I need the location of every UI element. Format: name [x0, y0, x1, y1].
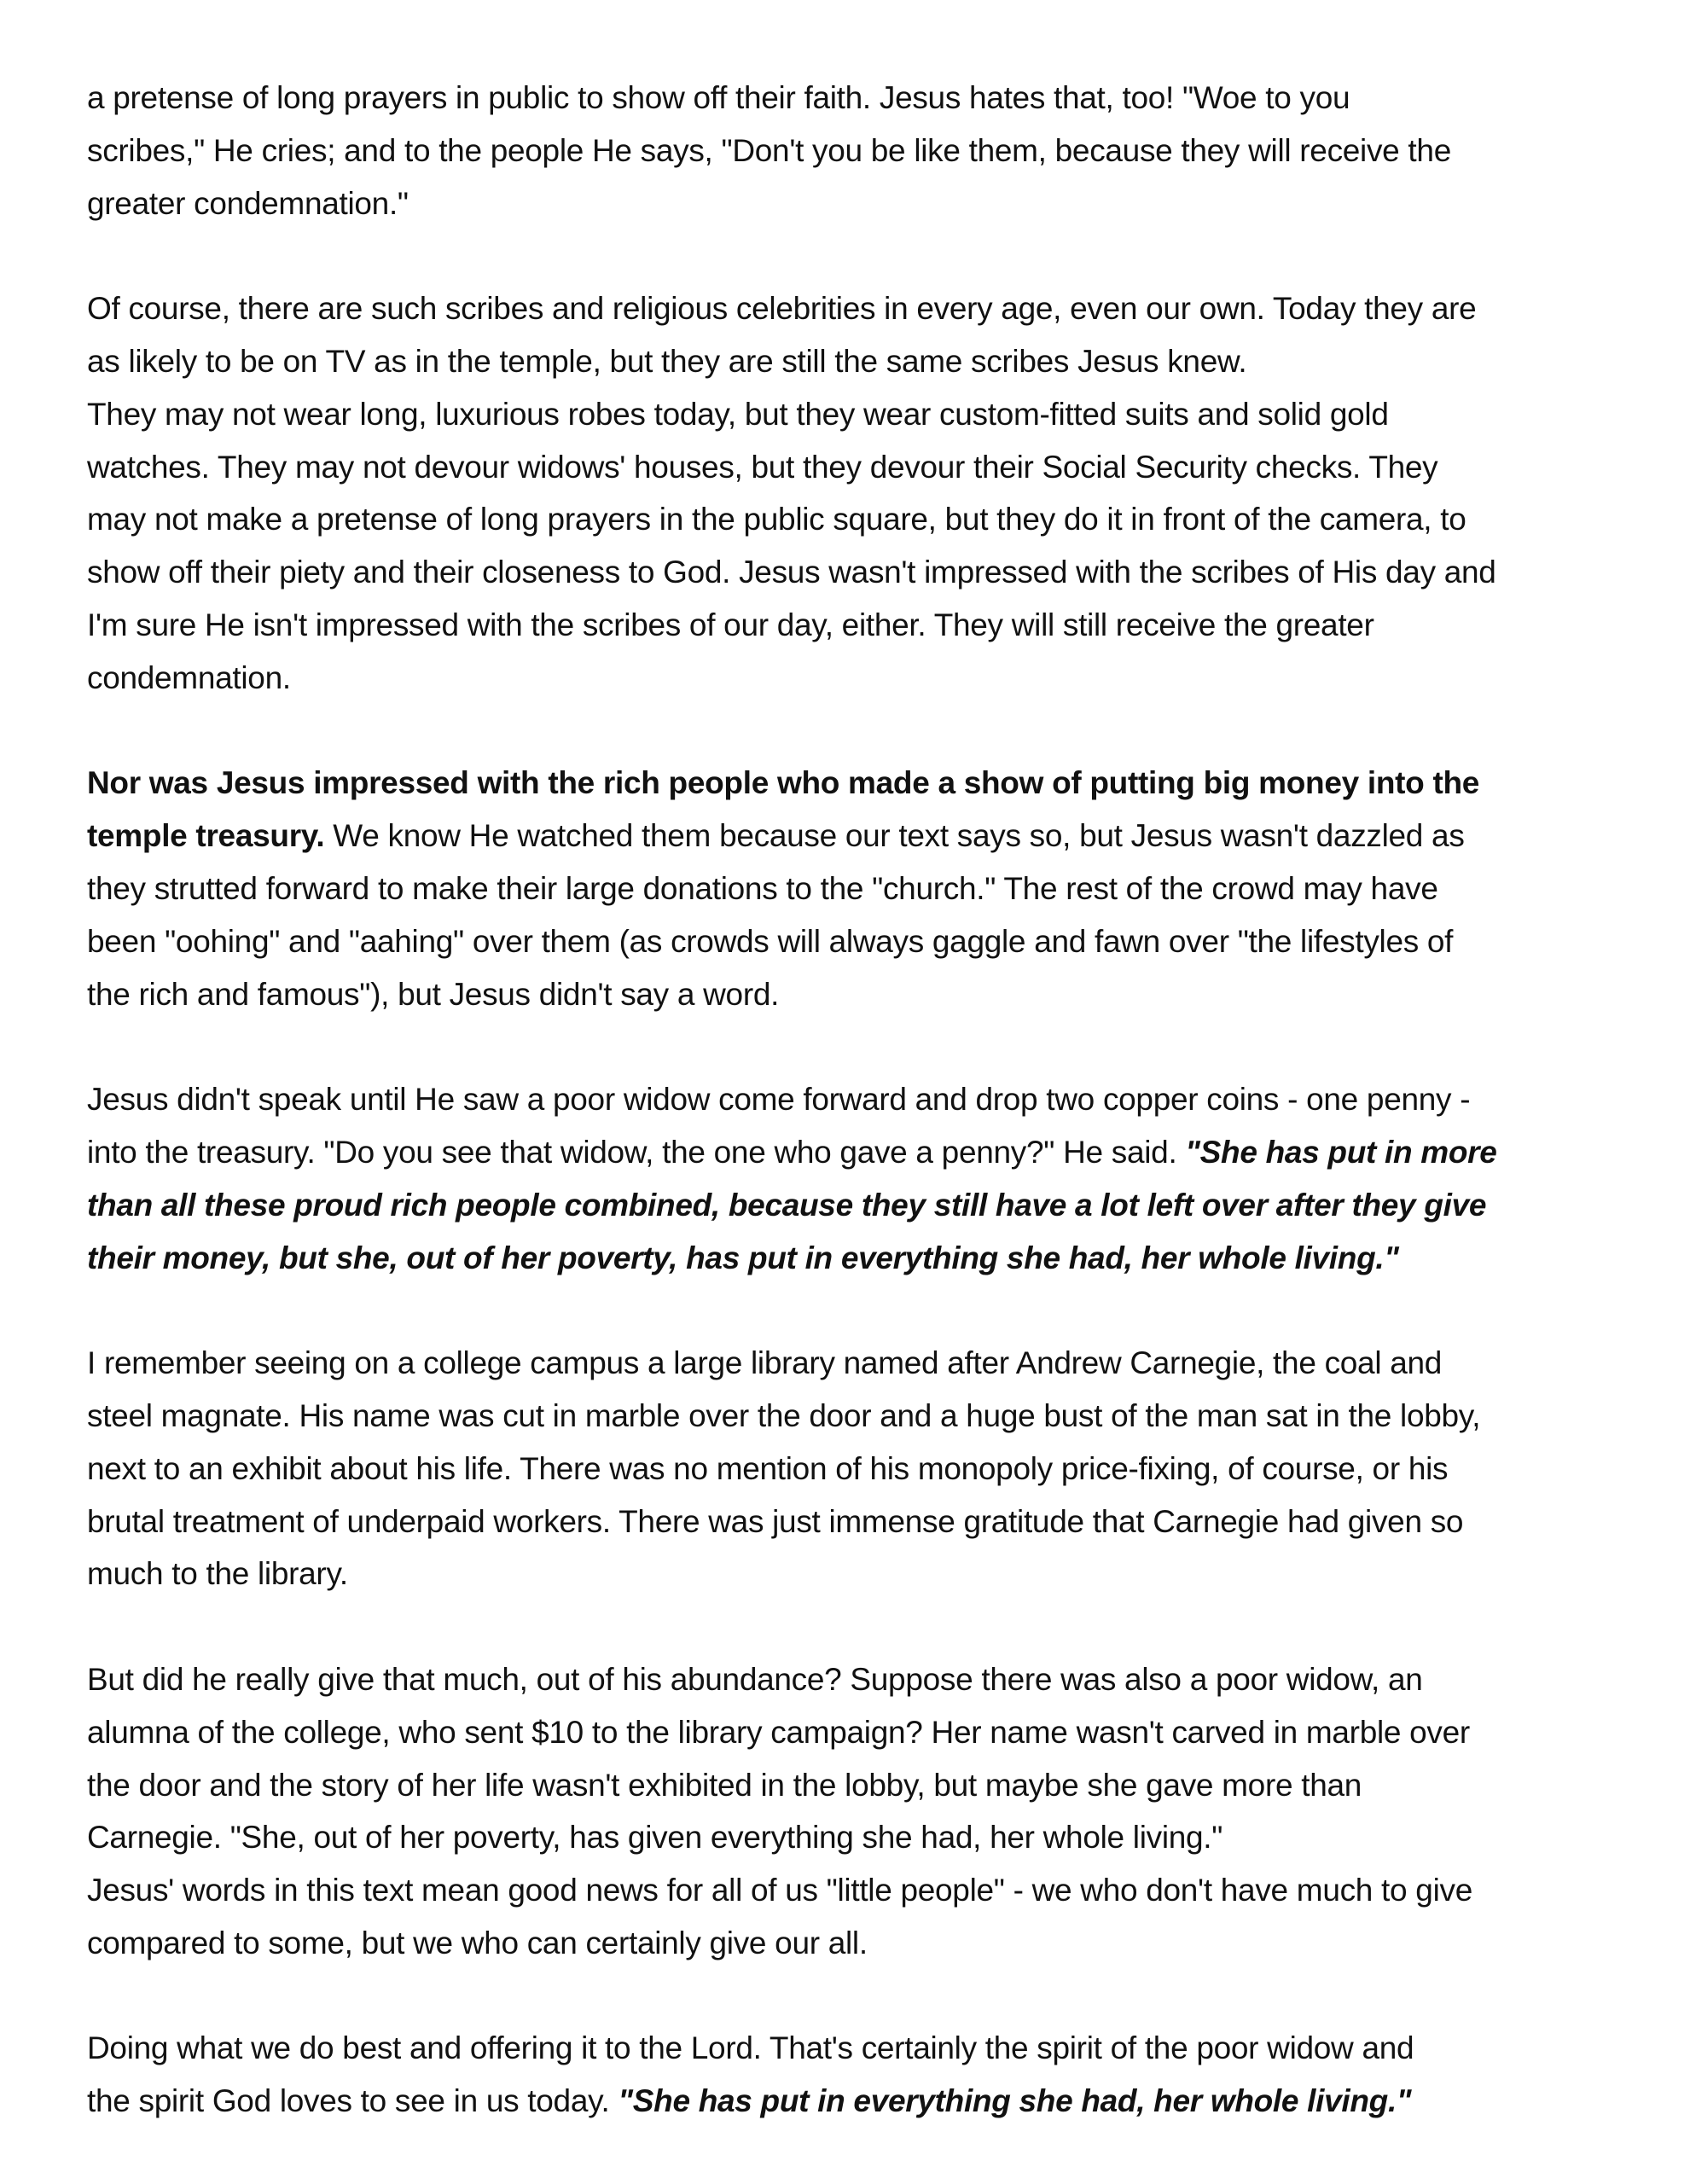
text-line: They may not wear long, luxurious robes today, but they wear custom-fitted suits and solid gold: [87, 396, 1389, 432]
text-line: Jesus' words in this text mean good news for all of us "little people" - we who don't have much to give: [87, 1873, 1472, 1908]
text-line: [87, 810, 1674, 863]
quote-line: than all these proud rich people combined, because they still have a lot left over after they give: [87, 1187, 1487, 1223]
paragraph-3: [87, 388, 1674, 705]
text-line: Doing what we do best and offering it to the Lord. That's certainly the spirit of the poor widow and: [87, 2030, 1414, 2066]
text-line: steel magnate. His name was cut in marble over the door and a huge bust of the man sat in the lobby,: [87, 1397, 1481, 1433]
plain-text: We know He watched them because our text says so, but Jesus wasn't dazzled as: [324, 818, 1465, 854]
plain-text: into the treasury. "Do you see that widow, the one who gave a penny?" He said.: [87, 1134, 1186, 1170]
text-line: Jesus didn't speak until He saw a poor widow come forward and drop two copper coins - one penny -: [87, 1082, 1471, 1118]
paragraph-1: [87, 72, 1674, 229]
text-line: scribes," He cries; and to the people He says, "Don't you be like them, because they will receive the: [87, 132, 1451, 168]
text-line: much to the library.: [87, 1556, 348, 1592]
paragraph-8: [87, 1864, 1674, 1970]
paragraph-9: [87, 2022, 1674, 2128]
text-line: they strutted forward to make their large donations to the "church." The rest of the crowd may have: [87, 870, 1438, 906]
text-line: show off their piety and their closeness to God. Jesus wasn't impressed with the scribes of His day and: [87, 555, 1496, 590]
paragraph-5: [87, 1073, 1674, 1284]
bold-text-line: Nor was Jesus impressed with the rich people who made a show of putting big money into the: [87, 765, 1480, 801]
text-line: greater condemnation.": [87, 185, 409, 221]
text-line: a pretense of long prayers in public to show off their faith. Jesus hates that, too! "Woe to you: [87, 80, 1350, 115]
text-line: I'm sure He isn't impressed with the scribes of our day, either. They will still receive the greater: [87, 607, 1374, 642]
text-line: next to an exhibit about his life. There was no mention of his monopoly price-fixing, of course, or his: [87, 1450, 1449, 1486]
text-line: compared to some, but we who can certainly give our all.: [87, 1925, 868, 1960]
text-line: alumna of the college, who sent $10 to the library campaign? Her name wasn't carved in marble over: [87, 1714, 1470, 1750]
paragraph-7: [87, 1653, 1674, 1864]
quote-line: their money, but she, out of her poverty, has put in everything she had, her whole living.": [87, 1240, 1399, 1275]
text-line: brutal treatment of underpaid workers. There was just immense gratitude that Carnegie had given so: [87, 1503, 1464, 1539]
quote-text: "She has put in everything she had, her whole living.": [618, 2083, 1412, 2119]
text-line: condemnation.: [87, 659, 291, 695]
text-line: the rich and famous"), but Jesus didn't say a word.: [87, 976, 780, 1012]
text-line: Of course, there are such scribes and religious celebrities in every age, even our own. Today they are: [87, 291, 1477, 327]
text-line: been "oohing" and "aahing" over them (as crowds will always gaggle and fawn over "the lifestyles of: [87, 923, 1454, 959]
paragraph-2: [87, 282, 1674, 388]
text-line: I remember seeing on a college campus a large library named after Andrew Carnegie, the coal and: [87, 1345, 1443, 1381]
document-page: [87, 72, 1674, 2128]
plain-text: the spirit God loves to see in us today.: [87, 2083, 619, 2119]
text-line: [87, 2075, 1674, 2128]
text-line: may not make a pretense of long prayers in the public square, but they do it in front of the camera, to: [87, 502, 1466, 537]
text-line: But did he really give that much, out of his abundance? Suppose there was also a poor widow, an: [87, 1661, 1423, 1697]
text-line: [87, 1126, 1674, 1179]
text-line: as likely to be on TV as in the temple, but they are still the same scribes Jesus knew.: [87, 343, 1247, 379]
paragraph-6: [87, 1337, 1674, 1600]
quote-text: "She has put in more: [1185, 1134, 1497, 1170]
paragraph-4: [87, 757, 1674, 1020]
text-line: watches. They may not devour widows' houses, but they devour their Social Security checks. They: [87, 449, 1438, 485]
bold-text: temple treasury.: [87, 818, 325, 854]
text-line: Carnegie. "She, out of her poverty, has given everything she had, her whole living.": [87, 1820, 1223, 1856]
text-line: the door and the story of her life wasn't exhibited in the lobby, but maybe she gave more than: [87, 1767, 1362, 1803]
